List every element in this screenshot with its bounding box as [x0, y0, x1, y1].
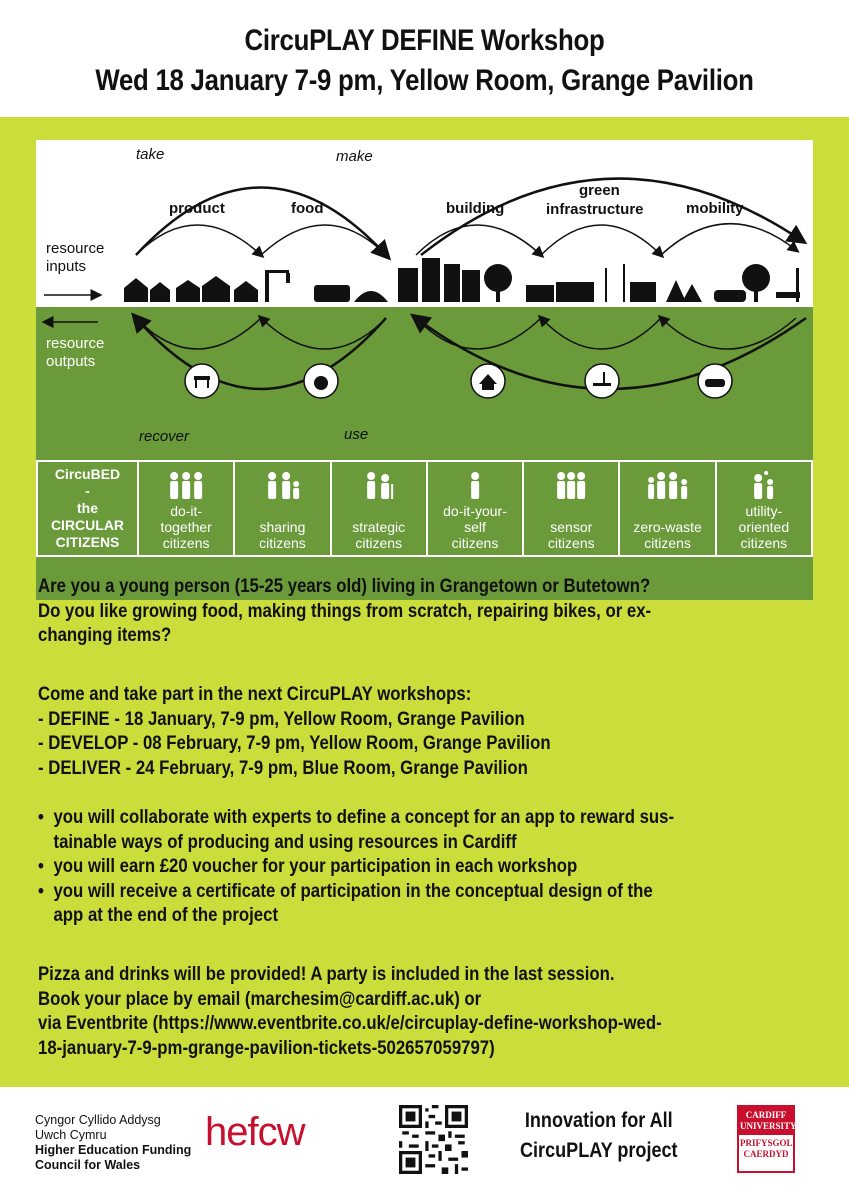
list-item: • you will receive a certificate of participation in the conceptual design of the app at the end of the project	[38, 879, 778, 928]
citizen-type-sharing: sharing citizens	[235, 462, 331, 555]
citizen-type-sensor: sensor citizens	[524, 462, 620, 555]
family-icon	[620, 470, 714, 502]
citizen-type-do-it-yourself: do-it-your- self citizens	[428, 462, 524, 555]
resource-outputs-label-2: outputs	[46, 353, 96, 370]
family-icon	[235, 470, 329, 502]
person-icon	[428, 470, 522, 502]
workshops-list: Come and take part in the next CircuPLAY workshops: - DEFINE - 18 January, 7-9 pm, Yellow Room, Grange Pavilion - DEVELOP - 08 February, 7-9 pm, Yellow Room, Grange Pavilion - DELIVER - 24 February, 7-9 pm, Blue Room, Grange Pavilion	[38, 683, 551, 779]
product-arrow	[136, 225, 261, 255]
use-label: use	[344, 426, 369, 443]
resource-inputs-label-1: resource	[46, 240, 105, 257]
recover-label: recover	[139, 428, 190, 445]
benefits-list	[38, 805, 778, 928]
food-arrow	[261, 225, 386, 255]
take-make-arrow	[136, 188, 386, 256]
hefcw-logo: hefcw	[205, 1110, 305, 1154]
infrastructure-label: infrastructure	[546, 201, 644, 218]
elderly-people-icon	[332, 470, 426, 502]
page-subtitle: Wed 18 January 7-9 pm, Yellow Room, Grange Pavilion	[95, 64, 754, 97]
closing-text: Pizza and drinks will be provided! A party is included in the last session. Book your place by email (marchesim@cardiff.ac.uk) or via Eventbrite (https://www.eventbrite.co.uk/e/circuplay-define-workshop-wed- 18-january-7-9-pm-grange-pavilion-tickets-502657059797)	[38, 963, 662, 1059]
mobility-arrow	[661, 224, 796, 255]
resource-inputs-label-2: inputs	[46, 258, 87, 275]
green-label: green	[579, 182, 620, 199]
furniture-icon	[185, 364, 219, 398]
page-title: CircuPLAY DEFINE Workshop	[244, 24, 605, 57]
citizen-type-strategic: strategic citizens	[332, 462, 428, 555]
qr-code-icon[interactable]	[399, 1105, 468, 1174]
intro-text: Are you a young person (15-25 years old) living in Grangetown or Butetown? Do you like growing food, making things from scratch, repairing bikes, or ex- changing items?	[38, 575, 652, 646]
building-arrow	[416, 225, 541, 255]
circular-citizens-table	[36, 460, 813, 557]
people-group-icon	[524, 470, 618, 502]
innovation-text: Innovation for All CircuPLAY project	[520, 1109, 678, 1162]
people-group-icon	[139, 470, 233, 502]
citizen-type-utility-oriented: utility- oriented citizens	[717, 462, 811, 555]
cardiff-university-logo: CARDIFF UNIVERSITY PRIFYSGOL CAERDYD	[737, 1105, 795, 1173]
hefcw-text: Cyngor Cyllido Addysg Uwch Cymru Higher Education Funding Council for Wales	[35, 1113, 192, 1172]
list-item: • you will collaborate with experts to define a concept for an app to reward sus- tainable ways of producing and using resources in Cardiff	[38, 805, 778, 854]
resource-outputs-label-1: resource	[46, 335, 105, 352]
product-label: product	[169, 200, 225, 217]
make-label: make	[336, 148, 373, 165]
use-icons	[185, 364, 732, 398]
citizen-type-zero-waste: zero-waste citizens	[620, 462, 716, 555]
mobility-label: mobility	[686, 200, 744, 217]
food-label: food	[291, 200, 324, 217]
people-with-balloon-icon	[717, 470, 811, 502]
recover-use-arrow	[136, 318, 386, 389]
green-infra-arrow	[541, 225, 661, 255]
citizen-type-do-it-together: do-it- together citizens	[139, 462, 235, 555]
skyline-icons	[124, 258, 800, 302]
circubed-header: CircuBED - the CIRCULAR CITIZENS	[38, 462, 139, 555]
diagram-arrows	[36, 140, 813, 460]
title-block	[0, 0, 849, 117]
list-item: • you will earn £20 voucher for your participation in each workshop	[38, 854, 778, 879]
bench-icon	[585, 364, 619, 398]
building-label: building	[446, 200, 505, 217]
take-label: take	[136, 146, 165, 163]
